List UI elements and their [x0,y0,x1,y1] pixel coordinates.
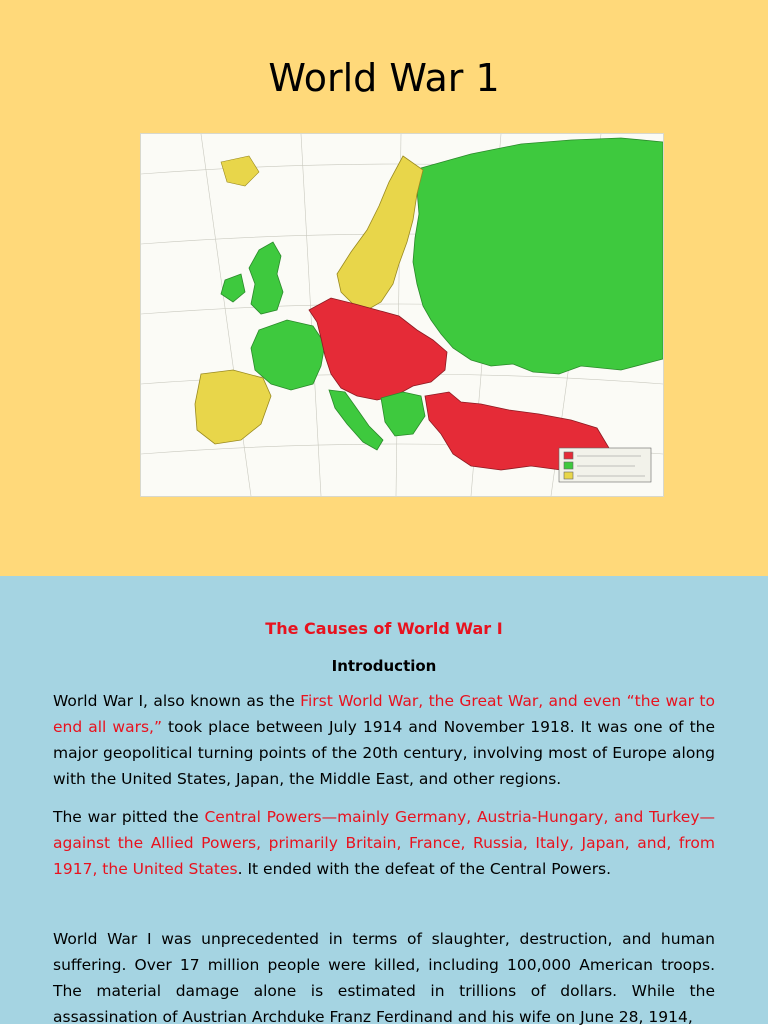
powers-text-c: . It ended with the defeat of the Central Powers. [237,860,612,878]
map-britain [249,242,283,314]
intro-text-a: World War I, also known as the [53,692,301,710]
europe-map-image [141,134,663,496]
causes-slide [0,576,768,1024]
map-central-powers [309,298,447,400]
paragraph-intro [53,688,715,792]
map-iberia [195,370,271,444]
map-legend [559,448,651,482]
section-title: The Causes of World War I [265,619,503,638]
intro-text-c: took place between July 1914 and November 1918. It was one of the major geopolitical turning points of the 20th century, involving most of Europe along with the United States, Japan, the Middle East, and other regions. [53,718,716,788]
section-subtitle: Introduction [331,657,437,675]
paragraph-casualties: World War I was unprecedented in terms of slaughter, destruction, and human suffering. Over 17 million people were killed, including 100,000 American troops. The material damage alone is estimated in trillions of dollars. While the assassination of Austrian Archduke Franz Ferdinand and his wife on June 28, 1914, [53,930,715,1026]
paragraph-powers [53,804,715,882]
map-russia [413,138,663,374]
intro-highlight: First World War, the Great War, and even “the war to end all wars,” [53,692,715,736]
slide-title: World War 1 [268,56,500,100]
powers-highlight: Central Powers—mainly Germany, Austria-Hungary, and Turkey—against the Allied Powers, primarily Britain, France, Russia, Italy, Japan, and, from 1917, the United States [53,808,716,878]
map-scandinavia [337,156,423,310]
powers-text-a: The war pitted the [53,808,205,826]
